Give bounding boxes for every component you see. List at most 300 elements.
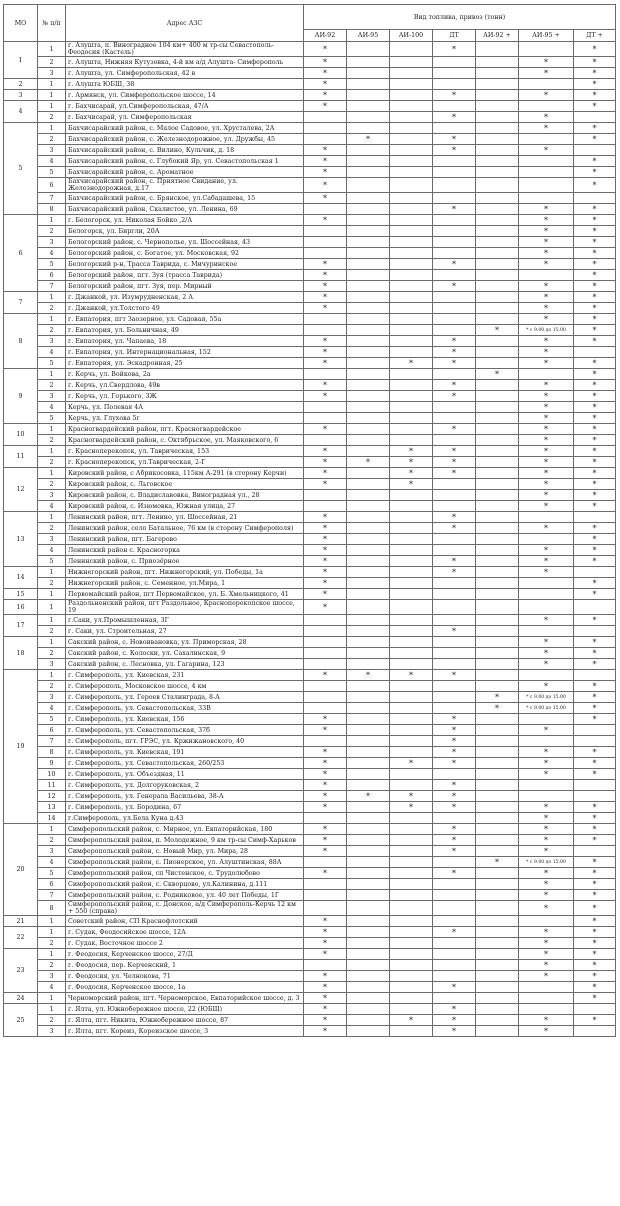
fuel-mark-cell xyxy=(476,457,519,468)
fuel-mark-cell: * xyxy=(574,824,616,835)
fuel-mark-cell xyxy=(476,916,519,927)
mo-cell: 20 xyxy=(4,824,38,916)
fuel-mark-cell xyxy=(476,725,519,736)
fuel-mark-cell: * xyxy=(304,424,347,435)
fuel-mark-cell xyxy=(519,589,574,600)
fuel-mark-cell: * xyxy=(433,1015,476,1026)
fuel-mark-cell xyxy=(347,802,390,813)
fuel-mark-cell: * xyxy=(304,156,347,167)
address-cell: г. Ялта, пгт. Никита, Южнобережное шоссе, 87 xyxy=(66,1015,304,1026)
address-cell: г.Симферополь, ул.Бела Куна д.43 xyxy=(66,813,304,824)
fuel-mark-cell xyxy=(347,589,390,600)
fuel-mark-cell xyxy=(390,413,433,424)
fuel-mark-cell xyxy=(476,215,519,226)
fuel-mark-cell: * xyxy=(433,927,476,938)
fuel-mark-cell xyxy=(304,901,347,916)
fuel-mark-cell xyxy=(476,68,519,79)
fuel-mark-cell: * xyxy=(433,556,476,567)
fuel-mark-cell xyxy=(304,226,347,237)
fuel-mark-cell xyxy=(347,402,390,413)
fuel-mark-cell: * xyxy=(574,259,616,270)
fuel-mark-cell: * xyxy=(574,857,616,868)
fuel-mark-cell: * xyxy=(519,949,574,960)
fuel-mark-cell xyxy=(347,369,390,380)
table-row xyxy=(4,578,616,589)
fuel-mark-cell: * xyxy=(574,890,616,901)
fuel-mark-cell: * xyxy=(574,681,616,692)
fuel-mark-cell xyxy=(476,736,519,747)
fuel-mark-cell: * xyxy=(304,391,347,402)
fuel-mark-cell xyxy=(433,857,476,868)
fuel-mark-cell xyxy=(390,736,433,747)
fuel-mark-cell: * xyxy=(433,725,476,736)
table-row xyxy=(4,435,616,446)
address-cell: Советский район, СП Краснофлотский xyxy=(66,916,304,927)
fuel-mark-cell: * xyxy=(519,215,574,226)
fuel-mark-cell: * xyxy=(304,512,347,523)
fuel-mark-cell: * xyxy=(574,971,616,982)
fuel-mark-cell xyxy=(519,512,574,523)
fuel-mark-cell xyxy=(476,314,519,325)
fuel-mark-cell: * xyxy=(433,736,476,747)
fuel-mark-cell: * xyxy=(519,1015,574,1026)
fuel-mark-cell xyxy=(390,215,433,226)
fuel-mark-cell xyxy=(476,123,519,134)
address-cell: Нижнегорский район, пгт. Нижнегорский, ул. Победы, 1а xyxy=(66,567,304,578)
fuel-mark-cell xyxy=(304,413,347,424)
row-number-cell: 2 xyxy=(38,1015,66,1026)
fuel-mark-cell xyxy=(347,112,390,123)
table-row xyxy=(4,134,616,145)
fuel-mark-cell: * xyxy=(519,769,574,780)
row-number-cell: 13 xyxy=(38,802,66,813)
fuel-mark-cell xyxy=(390,637,433,648)
fuel-mark-cell: * xyxy=(574,960,616,971)
fuel-mark-cell xyxy=(390,982,433,993)
row-number-cell: 1 xyxy=(38,615,66,626)
fuel-mark-cell: * xyxy=(304,556,347,567)
fuel-mark-cell: * xyxy=(574,1015,616,1026)
fuel-mark-cell: * xyxy=(519,890,574,901)
fuel-mark-cell xyxy=(476,802,519,813)
fuel-mark-cell: * xyxy=(519,758,574,769)
row-number-cell: 1 xyxy=(38,369,66,380)
fuel-mark-cell: * xyxy=(519,725,574,736)
row-number-cell: 2 xyxy=(38,960,66,971)
fuel-mark-cell xyxy=(347,281,390,292)
address-cell: Красногвардейский район, пгт. Красногвардейское xyxy=(66,424,304,435)
address-cell: г. Керчь, ул.Свердлова, 49в xyxy=(66,380,304,391)
fuel-mark-cell: * xyxy=(574,949,616,960)
fuel-mark-cell: * xyxy=(304,758,347,769)
fuel-mark-cell xyxy=(574,145,616,156)
fuel-mark-cell xyxy=(390,259,433,270)
fuel-mark-cell xyxy=(347,681,390,692)
fuel-mark-cell xyxy=(390,512,433,523)
fuel-mark-cell: * xyxy=(304,1015,347,1026)
fuel-mark-cell xyxy=(476,248,519,259)
fuel-mark-cell xyxy=(476,178,519,193)
fuel-mark-cell xyxy=(519,780,574,791)
fuel-mark-cell xyxy=(347,659,390,670)
mo-cell: 22 xyxy=(4,927,38,949)
fuel-mark-cell xyxy=(390,890,433,901)
fuel-mark-cell xyxy=(433,648,476,659)
table-row xyxy=(4,215,616,226)
address-cell: г. Симферополь, ул. Героев Сталинграда, 8-А xyxy=(66,692,304,703)
fuel-mark-cell: * xyxy=(574,369,616,380)
fuel-mark-cell xyxy=(390,824,433,835)
fuel-mark-cell: * xyxy=(304,1004,347,1015)
fuel-mark-cell: * xyxy=(574,380,616,391)
fuel-mark-cell xyxy=(347,813,390,824)
fuel-mark-cell xyxy=(433,193,476,204)
fuel-mark-cell xyxy=(390,813,433,824)
fuel-mark-cell xyxy=(390,101,433,112)
row-number-cell: 1 xyxy=(38,424,66,435)
fuel-mark-cell xyxy=(390,490,433,501)
fuel-mark-cell xyxy=(433,600,476,615)
fuel-mark-cell: * xyxy=(519,347,574,358)
fuel-mark-cell: * xyxy=(304,281,347,292)
fuel-mark-cell xyxy=(519,916,574,927)
address-cell: г. Симферополь, пгт. ГРЭС, ул. Кржижановского, 40 xyxy=(66,736,304,747)
fuel-mark-cell xyxy=(304,402,347,413)
row-number-cell: 6 xyxy=(38,879,66,890)
fuel-mark-cell xyxy=(390,615,433,626)
address-cell: г. Евпатория, ул. Чапаева, 18 xyxy=(66,336,304,347)
fuel-mark-cell xyxy=(476,259,519,270)
address-cell: Сакский район, с. Колоски, ул. Сахалинская, 9 xyxy=(66,648,304,659)
address-cell: Белогорский район, с. Богатое, ул. Московская, 92 xyxy=(66,248,304,259)
fuel-mark-cell: * xyxy=(433,824,476,835)
fuel-mark-cell: * xyxy=(304,993,347,1004)
fuel-mark-cell xyxy=(347,270,390,281)
mo-cell: 13 xyxy=(4,512,38,567)
fuel-mark-cell: * xyxy=(519,813,574,824)
mo-cell: 2 xyxy=(4,79,38,90)
fuel-mark-cell: * xyxy=(304,57,347,68)
row-number-cell: 1 xyxy=(38,949,66,960)
fuel-mark-cell: * xyxy=(433,567,476,578)
fuel-mark-cell xyxy=(476,846,519,857)
fuel-mark-cell xyxy=(347,927,390,938)
row-number-cell: 4 xyxy=(38,156,66,167)
row-number-cell: 4 xyxy=(38,703,66,714)
fuel-mark-cell: * xyxy=(519,971,574,982)
fuel-mark-cell xyxy=(304,325,347,336)
mo-cell: 3 xyxy=(4,90,38,101)
fuel-mark-cell xyxy=(390,868,433,879)
address-cell: Кировский район, с. Изюмовка, Южная улица, 27 xyxy=(66,501,304,512)
fuel-mark-cell xyxy=(433,167,476,178)
row-number-cell: 2 xyxy=(38,435,66,446)
fuel-mark-cell: * xyxy=(433,347,476,358)
table-row xyxy=(4,615,616,626)
fuel-mark-cell xyxy=(347,890,390,901)
fuel-mark-cell: * xyxy=(519,681,574,692)
fuel-mark-cell: * xyxy=(304,534,347,545)
row-number-cell: 2 xyxy=(38,226,66,237)
fuel-mark-cell: * xyxy=(433,846,476,857)
fuel-mark-cell: * xyxy=(433,523,476,534)
fuel-mark-cell xyxy=(304,692,347,703)
table-row xyxy=(4,791,616,802)
fuel-mark-cell xyxy=(304,703,347,714)
fuel-mark-cell xyxy=(476,813,519,824)
fuel-mark-cell xyxy=(476,534,519,545)
fuel-mark-cell xyxy=(390,281,433,292)
fuel-mark-cell xyxy=(476,281,519,292)
address-cell: г. Евпатория, ул. Эскадронная, 25 xyxy=(66,358,304,369)
fuel-mark-cell xyxy=(476,446,519,457)
row-number-cell: 1 xyxy=(38,589,66,600)
fuel-mark-cell xyxy=(390,336,433,347)
fuel-mark-cell: * xyxy=(433,714,476,725)
fuel-mark-cell xyxy=(390,916,433,927)
fuel-mark-cell xyxy=(519,270,574,281)
row-number-cell: 1 xyxy=(38,993,66,1004)
row-number-cell: 2 xyxy=(38,648,66,659)
table-row xyxy=(4,714,616,725)
fuel-mark-cell: * xyxy=(304,336,347,347)
address-cell: Белогорск, ул. Биргли, 20А xyxy=(66,226,304,237)
fuel-mark-cell xyxy=(347,567,390,578)
fuel-mark-cell: * xyxy=(519,659,574,670)
fuel-mark-cell xyxy=(519,369,574,380)
fuel-mark-cell xyxy=(476,637,519,648)
fuel-mark-cell xyxy=(519,42,574,57)
fuel-mark-cell xyxy=(347,347,390,358)
table-row xyxy=(4,424,616,435)
fuel-mark-cell xyxy=(347,938,390,949)
fuel-mark-cell xyxy=(347,1026,390,1037)
fuel-mark-cell xyxy=(347,971,390,982)
fuel-mark-cell: * xyxy=(390,758,433,769)
fuel-mark-cell: * xyxy=(519,248,574,259)
fuel-mark-cell: * xyxy=(574,402,616,413)
row-number-cell: 3 xyxy=(38,846,66,857)
row-number-cell: 2 xyxy=(38,523,66,534)
table-row xyxy=(4,813,616,824)
fuel-mark-cell xyxy=(347,534,390,545)
fuel-mark-cell xyxy=(476,193,519,204)
fuel-mark-cell: * xyxy=(574,215,616,226)
fuel-mark-cell xyxy=(476,835,519,846)
fuel-mark-cell xyxy=(390,501,433,512)
address-cell: Бахчисарайский район, с. Ароматное xyxy=(66,167,304,178)
fuel-mark-cell xyxy=(347,648,390,659)
fuel-mark-cell xyxy=(304,369,347,380)
fuel-mark-cell: * xyxy=(433,1026,476,1037)
fuel-mark-cell: * xyxy=(519,648,574,659)
mo-cell: 24 xyxy=(4,993,38,1004)
fuel-mark-cell xyxy=(476,670,519,681)
fuel-mark-cell: * xyxy=(519,556,574,567)
fuel-mark-cell xyxy=(347,303,390,314)
table-row xyxy=(4,857,616,868)
address-cell: Бахчисарайский район, с. Железнодорожное, ул. Дружбы, 45 xyxy=(66,134,304,145)
row-number-cell: 7 xyxy=(38,890,66,901)
fuel-header-ai95: АИ-95 xyxy=(347,30,390,42)
table-row xyxy=(4,391,616,402)
fuel-mark-cell xyxy=(574,567,616,578)
fuel-mark-cell: * xyxy=(433,259,476,270)
mo-cell: 6 xyxy=(4,215,38,292)
fuel-mark-cell: * xyxy=(574,703,616,714)
fuel-mark-cell xyxy=(433,123,476,134)
mo-cell: 11 xyxy=(4,446,38,468)
fuel-mark-cell xyxy=(476,600,519,615)
fuel-mark-cell xyxy=(476,523,519,534)
table-row xyxy=(4,659,616,670)
fuel-mark-cell xyxy=(433,369,476,380)
fuel-mark-cell xyxy=(433,769,476,780)
fuel-mark-cell xyxy=(476,714,519,725)
table-row xyxy=(4,747,616,758)
fuel-mark-cell xyxy=(433,637,476,648)
fuel-mark-cell: * xyxy=(519,490,574,501)
fuel-mark-cell: * xyxy=(433,446,476,457)
fuel-mark-cell xyxy=(476,292,519,303)
fuel-mark-cell xyxy=(519,670,574,681)
row-number-cell: 1 xyxy=(38,927,66,938)
table-row xyxy=(4,501,616,512)
mo-cell: 16 xyxy=(4,600,38,615)
fuel-mark-cell: * xyxy=(433,457,476,468)
fuel-mark-cell: * xyxy=(574,303,616,314)
mo-header: МО xyxy=(4,5,38,42)
fuel-mark-cell: * xyxy=(433,1004,476,1015)
row-number-cell: 3 xyxy=(38,336,66,347)
address-cell: г. Керчь, ул. Горького, 3Ж xyxy=(66,391,304,402)
fuel-mark-cell xyxy=(476,226,519,237)
fuel-mark-cell xyxy=(519,791,574,802)
fuel-mark-cell: * xyxy=(574,659,616,670)
fuel-mark-cell xyxy=(390,901,433,916)
fuel-mark-cell xyxy=(390,714,433,725)
fuel-mark-cell xyxy=(347,336,390,347)
fuel-mark-cell: * xyxy=(347,670,390,681)
fuel-mark-cell: * xyxy=(433,747,476,758)
fuel-mark-cell xyxy=(347,758,390,769)
fuel-mark-cell xyxy=(476,204,519,215)
fuel-mark-cell: * xyxy=(574,637,616,648)
fuel-mark-cell: * xyxy=(574,938,616,949)
mo-cell: 25 xyxy=(4,1004,38,1037)
fuel-mark-cell xyxy=(390,303,433,314)
fuel-mark-cell xyxy=(347,325,390,336)
address-cell: Бахчисарайский район, с. Брянское, ул.Сабадашева, 15 xyxy=(66,193,304,204)
fuel-mark-cell: * xyxy=(519,846,574,857)
fuel-mark-cell xyxy=(304,237,347,248)
fuel-mark-cell: * xyxy=(390,446,433,457)
fuel-mark-cell xyxy=(304,857,347,868)
fuel-mark-cell xyxy=(347,578,390,589)
row-number-cell: 1 xyxy=(38,637,66,648)
fuel-mark-cell: * xyxy=(574,868,616,879)
address-cell: г. Симферополь, ул. Долгоруковская, 2 xyxy=(66,780,304,791)
fuel-mark-cell xyxy=(476,90,519,101)
fuel-mark-cell xyxy=(390,79,433,90)
fuel-mark-cell xyxy=(476,648,519,659)
fuel-mark-cell: * xyxy=(304,846,347,857)
address-cell: г. Евпатория, ул. Больничная, 49 xyxy=(66,325,304,336)
mo-cell: 5 xyxy=(4,123,38,215)
fuel-mark-cell xyxy=(390,347,433,358)
fuel-mark-cell xyxy=(347,824,390,835)
fuel-mark-cell xyxy=(347,556,390,567)
row-number-cell: 6 xyxy=(38,725,66,736)
fuel-mark-cell: * xyxy=(304,982,347,993)
row-number-cell: 1 xyxy=(38,90,66,101)
fuel-mark-cell: * xyxy=(304,916,347,927)
fuel-mark-cell xyxy=(433,971,476,982)
fuel-mark-cell: * xyxy=(390,802,433,813)
mo-cell: 21 xyxy=(4,916,38,927)
fuel-mark-cell xyxy=(390,57,433,68)
row-number-cell: 8 xyxy=(38,901,66,916)
fuel-mark-cell xyxy=(347,1015,390,1026)
fuel-mark-cell xyxy=(519,736,574,747)
table-row xyxy=(4,758,616,769)
row-number-cell: 9 xyxy=(38,758,66,769)
address-cell: г. Бахчисарай, ул. Симферопольская xyxy=(66,112,304,123)
fuel-mark-cell xyxy=(347,615,390,626)
fuel-mark-cell: * xyxy=(433,145,476,156)
fuel-mark-cell: * xyxy=(304,835,347,846)
table-row xyxy=(4,846,616,857)
fuel-mark-cell xyxy=(347,626,390,637)
fuel-mark-cell xyxy=(347,747,390,758)
row-number-cell: 5 xyxy=(38,556,66,567)
fuel-mark-cell: * xyxy=(519,123,574,134)
fuel-mark-cell xyxy=(390,237,433,248)
fuel-mark-cell xyxy=(304,204,347,215)
fuel-mark-cell: * xyxy=(304,791,347,802)
fuel-mark-cell: * xyxy=(347,134,390,145)
fuel-mark-cell xyxy=(476,112,519,123)
fuel-mark-cell: * xyxy=(519,259,574,270)
fuel-mark-cell xyxy=(347,780,390,791)
table-row xyxy=(4,835,616,846)
fuel-mark-cell: * xyxy=(574,270,616,281)
fuel-mark-cell xyxy=(347,835,390,846)
fuel-mark-cell xyxy=(476,769,519,780)
row-number-cell: 7 xyxy=(38,736,66,747)
table-row xyxy=(4,971,616,982)
address-cell: Сакский район, с. Новоивановка, ул. Приморская, 28 xyxy=(66,637,304,648)
table-row xyxy=(4,226,616,237)
fuel-mark-cell xyxy=(519,178,574,193)
fuel-mark-cell: * xyxy=(574,692,616,703)
table-row xyxy=(4,868,616,879)
row-number-cell: 14 xyxy=(38,813,66,824)
fuel-mark-cell xyxy=(347,769,390,780)
table-row xyxy=(4,112,616,123)
fuel-mark-cell xyxy=(347,42,390,57)
fuel-header-ai100: АИ-100 xyxy=(390,30,433,42)
fuel-mark-cell: * xyxy=(390,791,433,802)
address-cell: г. Симферополь, ул. Киевская, 191 xyxy=(66,747,304,758)
fuel-mark-cell: * xyxy=(574,204,616,215)
fuel-mark-cell xyxy=(574,780,616,791)
row-number-cell: 1 xyxy=(38,79,66,90)
fuel-mark-cell: * xyxy=(304,380,347,391)
fuel-mark-cell xyxy=(476,380,519,391)
fuel-mark-cell xyxy=(390,626,433,637)
fuel-mark-cell xyxy=(519,1004,574,1015)
